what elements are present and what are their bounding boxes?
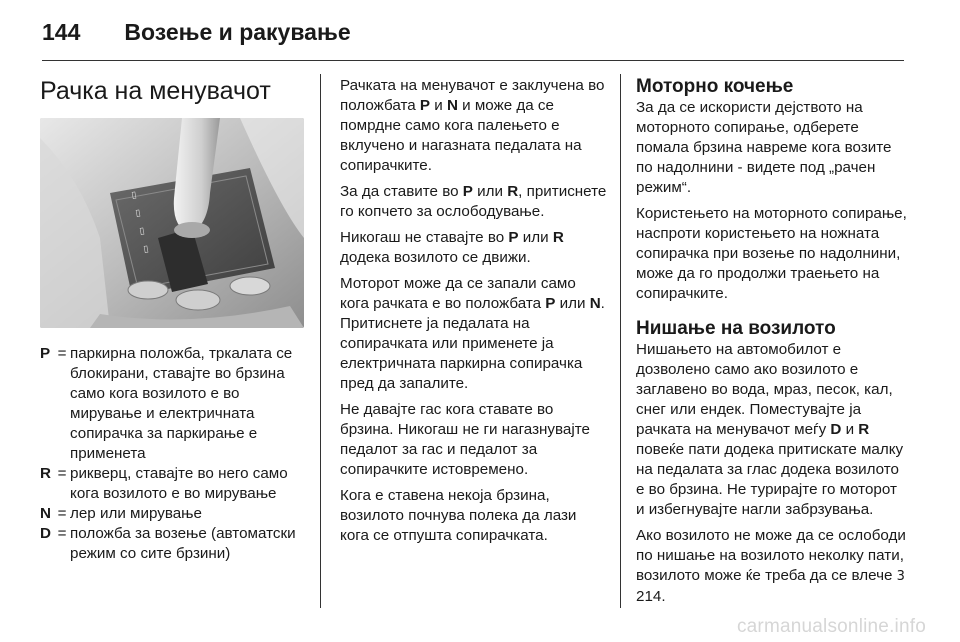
heading-engine-braking: Моторно кочење: [636, 76, 794, 97]
text-run: или: [518, 229, 553, 246]
paragraph-rocking-1: [636, 340, 908, 520]
text-run: Рачката на менувачот е заклучена во положбата: [340, 77, 605, 114]
gear-letter: R: [552, 229, 564, 246]
definition-row-r: [40, 464, 306, 504]
heading-rocking: Нишање на возилото: [636, 318, 836, 339]
definition-row-n: [40, 504, 306, 524]
paragraph-never-while-moving: [340, 228, 608, 268]
paragraph-engine-start: [340, 274, 608, 394]
definition-text: положба за возење (автоматски режим со сите брзини): [70, 525, 296, 562]
svg-text:▯: ▯: [134, 207, 142, 218]
watermark: carmanualsonline.info: [736, 616, 926, 637]
column-2: [340, 76, 608, 552]
definition-text: лер или мирување: [70, 505, 202, 522]
gear-selector-illustration: [40, 118, 304, 328]
svg-text:▯: ▯: [142, 243, 150, 254]
column-1: [40, 76, 306, 564]
text-run: За да ставите во: [340, 183, 463, 200]
column-divider-1: [320, 74, 321, 608]
text-run: Нишањето на автомобилот е дозволено само ако возилото е заглавено во вода, мраз, песок, кал, снег или ендек. Поместувајте ја рачката на менувачот меѓу: [636, 341, 893, 438]
paragraph-rocking-2: [636, 526, 908, 607]
definition-key: N: [40, 505, 51, 522]
definition-text: рикверц, ставајте во него само кога возилото е во мирување: [70, 465, 288, 502]
gear-letter: R: [858, 421, 870, 438]
gear-letter: R: [507, 183, 519, 200]
page-number: 144: [42, 18, 81, 45]
gear-letter: D: [830, 421, 842, 438]
text-run: и може да се помрдне само кога палењето е вклучено и нагазната педалата на сопирачките.: [340, 97, 582, 174]
svg-text:▯: ▯: [130, 189, 138, 200]
text-run: и: [430, 97, 447, 114]
text-run: или: [555, 295, 590, 312]
text-run: Ако возилото не може да се ослободи по нишање на возилото неколку пати, возилото може ќе треба да се влече: [636, 527, 906, 584]
gear-letter: P: [462, 183, 473, 200]
section-title: Рачка на менувачот: [40, 77, 271, 105]
definition-row-d: [40, 524, 306, 564]
text-run: и: [841, 421, 859, 438]
text-run: . Притиснете ја педалата на сопирачката или применете ја електричната паркирна сопирачка пред да запалите.: [340, 295, 605, 392]
gear-letter: P: [545, 295, 556, 312]
gear-letter: P: [419, 97, 431, 114]
gear-letter: P: [508, 229, 519, 246]
paragraph-lock-info: [340, 76, 608, 176]
definition-equals: =: [57, 345, 67, 362]
paragraph-creep: Кога е ставена некоја брзина, возилото почнува полека да лази кога се отпушта сопирачката.: [340, 487, 577, 544]
text-run: Никогаш не ставајте во: [340, 229, 509, 246]
page-reference-number[interactable]: 214.: [636, 588, 666, 605]
paragraph-no-throttle: Не давајте гас кога ставате во брзина. Никогаш не ги нагазнувајте педалот за гас и педалот за сопирачките истовремено.: [340, 401, 590, 478]
text-run: , притиснете го копчето за ослободување.: [340, 183, 607, 220]
paragraph-release-button: [340, 182, 608, 222]
definition-key: R: [40, 465, 51, 482]
chapter-title: Возење и ракување: [124, 18, 351, 45]
gear-letter: N: [446, 97, 458, 114]
definition-key: D: [40, 525, 51, 542]
definition-equals: =: [57, 465, 67, 482]
gear-position-list: [40, 344, 306, 564]
text-run: или: [472, 183, 508, 200]
svg-text:▯: ▯: [138, 225, 146, 236]
page-reference-arrow-icon: 3: [896, 569, 905, 584]
definition-equals: =: [57, 505, 67, 522]
definition-key: P: [40, 345, 51, 362]
text-run: повеќе пати додека притискате малку на педалата за глас додека возилото е во брзина. Не турирајте го моторот и избегнувајте нагли забрзувања.: [636, 441, 904, 518]
header-rule: [42, 60, 904, 61]
column-divider-2: [620, 74, 621, 608]
definition-text: паркирна положба, тркалата се блокирани, ставајте во брзина само кога возилото е во мирување и електричната сопирачка за паркирање е применета: [70, 345, 293, 462]
column-3: [636, 76, 908, 613]
gear-selector-photo: [40, 118, 304, 328]
definition-equals: =: [57, 525, 67, 542]
text-run: додека возилото се движи.: [340, 249, 531, 266]
page-header: [42, 10, 351, 54]
text-run: Моторот може да се запали само кога рачката е во положбата: [340, 275, 576, 312]
gear-letter: N: [589, 295, 601, 312]
definition-row-p: [40, 344, 306, 464]
paragraph-engine-braking-2: Користењето на моторното сопирање, наспроти користењето на ножната сопирачка при возење по надолнини, може да го продолжи траењето на сопирачките.: [636, 205, 907, 302]
paragraph-engine-braking-1: За да се искористи дејството на моторното сопирање, одберете помала брзина навреме кога возите по надолнини - видете под „рачен режим“.: [636, 99, 892, 196]
